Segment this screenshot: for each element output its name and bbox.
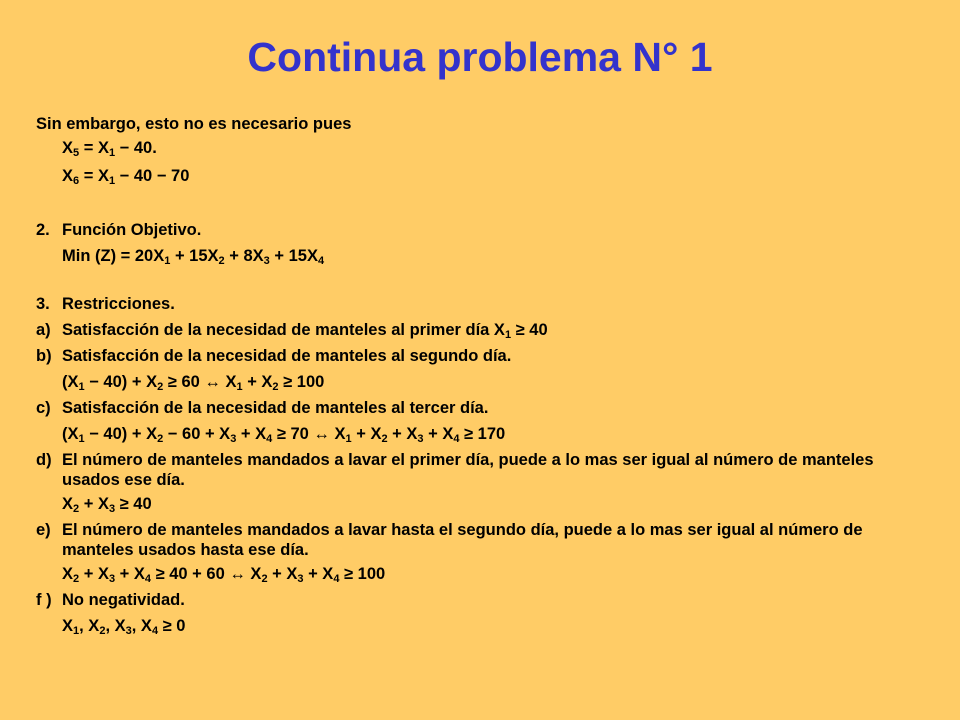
intro-text: Sin embargo, esto no es necesario pues bbox=[36, 115, 352, 133]
subscript: 5 bbox=[73, 147, 80, 159]
section-2-label: 2. bbox=[36, 221, 50, 239]
subscript: 1 bbox=[345, 433, 352, 445]
subscript: 6 bbox=[73, 175, 80, 187]
subscript: 3 bbox=[263, 255, 270, 267]
item-b-equation: $(X_1 - 40) + X_2 \ge 60$ ↔ $X_1 + X_2 \ge 100$ bbox=[62, 373, 325, 393]
subscript: 1 bbox=[108, 147, 116, 159]
subscript: 2 bbox=[157, 381, 164, 393]
subscript: 3 bbox=[297, 573, 304, 585]
subscript: 4 bbox=[453, 433, 460, 445]
subscript: 3 bbox=[230, 433, 237, 445]
item-b-text: Satisfacción de la necesidad de manteles al segundo día. bbox=[62, 347, 512, 365]
x5-equation: $X_5 = X_1 - 40$. bbox=[62, 139, 157, 159]
item-d-text: El número de manteles mandados a lavar el primer día, puede a lo mas ser igual al número de manteles usados ese día. bbox=[62, 451, 874, 489]
subscript: 1 bbox=[236, 381, 243, 393]
subscript: 3 bbox=[417, 433, 424, 445]
item-c-text: Satisfacción de la necesidad de manteles al tercer día. bbox=[62, 399, 489, 417]
section-2-title: Función Objetivo. bbox=[62, 221, 202, 239]
subscript: 1 bbox=[108, 175, 116, 187]
item-e-label: e) bbox=[36, 521, 51, 539]
subscript: 2 bbox=[381, 433, 388, 445]
item-f-label: f ) bbox=[36, 591, 52, 609]
item-c-label: c) bbox=[36, 399, 51, 417]
objective-function: Min $(Z) = 20X_1 + 15X_2 + 8X_3 + 15X_4$ bbox=[62, 247, 325, 267]
subscript: 2 bbox=[73, 503, 80, 515]
x6-equation: $X_6 = X_1 - 40 - 70$ bbox=[62, 167, 190, 187]
subscript: 1 bbox=[164, 255, 171, 267]
item-c-equation: $(X_1 - 40) + X_2 - 60 + X_3 + X_4 \ge 70$ ↔ $X_1 + X_2 + X_3 + X_4 \ge 170$ bbox=[62, 425, 506, 445]
item-d-label: d) bbox=[36, 451, 52, 469]
item-a-label: a) bbox=[36, 321, 51, 339]
subscript: 2 bbox=[218, 255, 225, 267]
subscript: 3 bbox=[125, 625, 132, 637]
subscript: 2 bbox=[272, 381, 279, 393]
subscript: 1 bbox=[78, 433, 85, 445]
subscript: 2 bbox=[73, 573, 80, 585]
subscript: 3 bbox=[108, 573, 116, 585]
item-e-equation: $X_2 + X_3 + X_4 \ge 40 + 60$ ↔ $X_2 + X_3 + X_4 \ge 100$ bbox=[62, 565, 386, 585]
subscript: 1 bbox=[73, 625, 80, 637]
subscript: 3 bbox=[108, 503, 116, 515]
subscript: 2 bbox=[261, 573, 268, 585]
subscript: 4 bbox=[151, 625, 159, 637]
subscript: 1 bbox=[78, 381, 85, 393]
subscript: 2 bbox=[99, 625, 106, 637]
item-b-label: b) bbox=[36, 347, 52, 365]
subscript: 1 bbox=[504, 329, 512, 341]
slide-title: Continua problema N° 1 bbox=[247, 34, 713, 80]
item-a-text: Satisfacción de la necesidad de manteles al primer día $X_1 \ge 40$ bbox=[62, 321, 548, 341]
section-3-title: Restricciones. bbox=[62, 295, 175, 313]
subscript: 4 bbox=[266, 433, 273, 445]
subscript: 4 bbox=[317, 255, 325, 267]
section-3-label: 3. bbox=[36, 295, 50, 313]
item-d-equation: $X_2 + X_3 \ge 40$ bbox=[62, 495, 152, 515]
item-f-equation: $X_1$, $X_2$, $X_3$, $X_4 \ge 0$ bbox=[62, 617, 186, 637]
item-f-text: No negatividad. bbox=[62, 591, 185, 609]
subscript: 2 bbox=[157, 433, 164, 445]
subscript: 4 bbox=[144, 573, 152, 585]
subscript: 4 bbox=[333, 573, 340, 585]
item-e-text: El número de manteles mandados a lavar hasta el segundo día, puede a lo mas ser igual al número de manteles usados hasta ese día. bbox=[62, 521, 863, 559]
